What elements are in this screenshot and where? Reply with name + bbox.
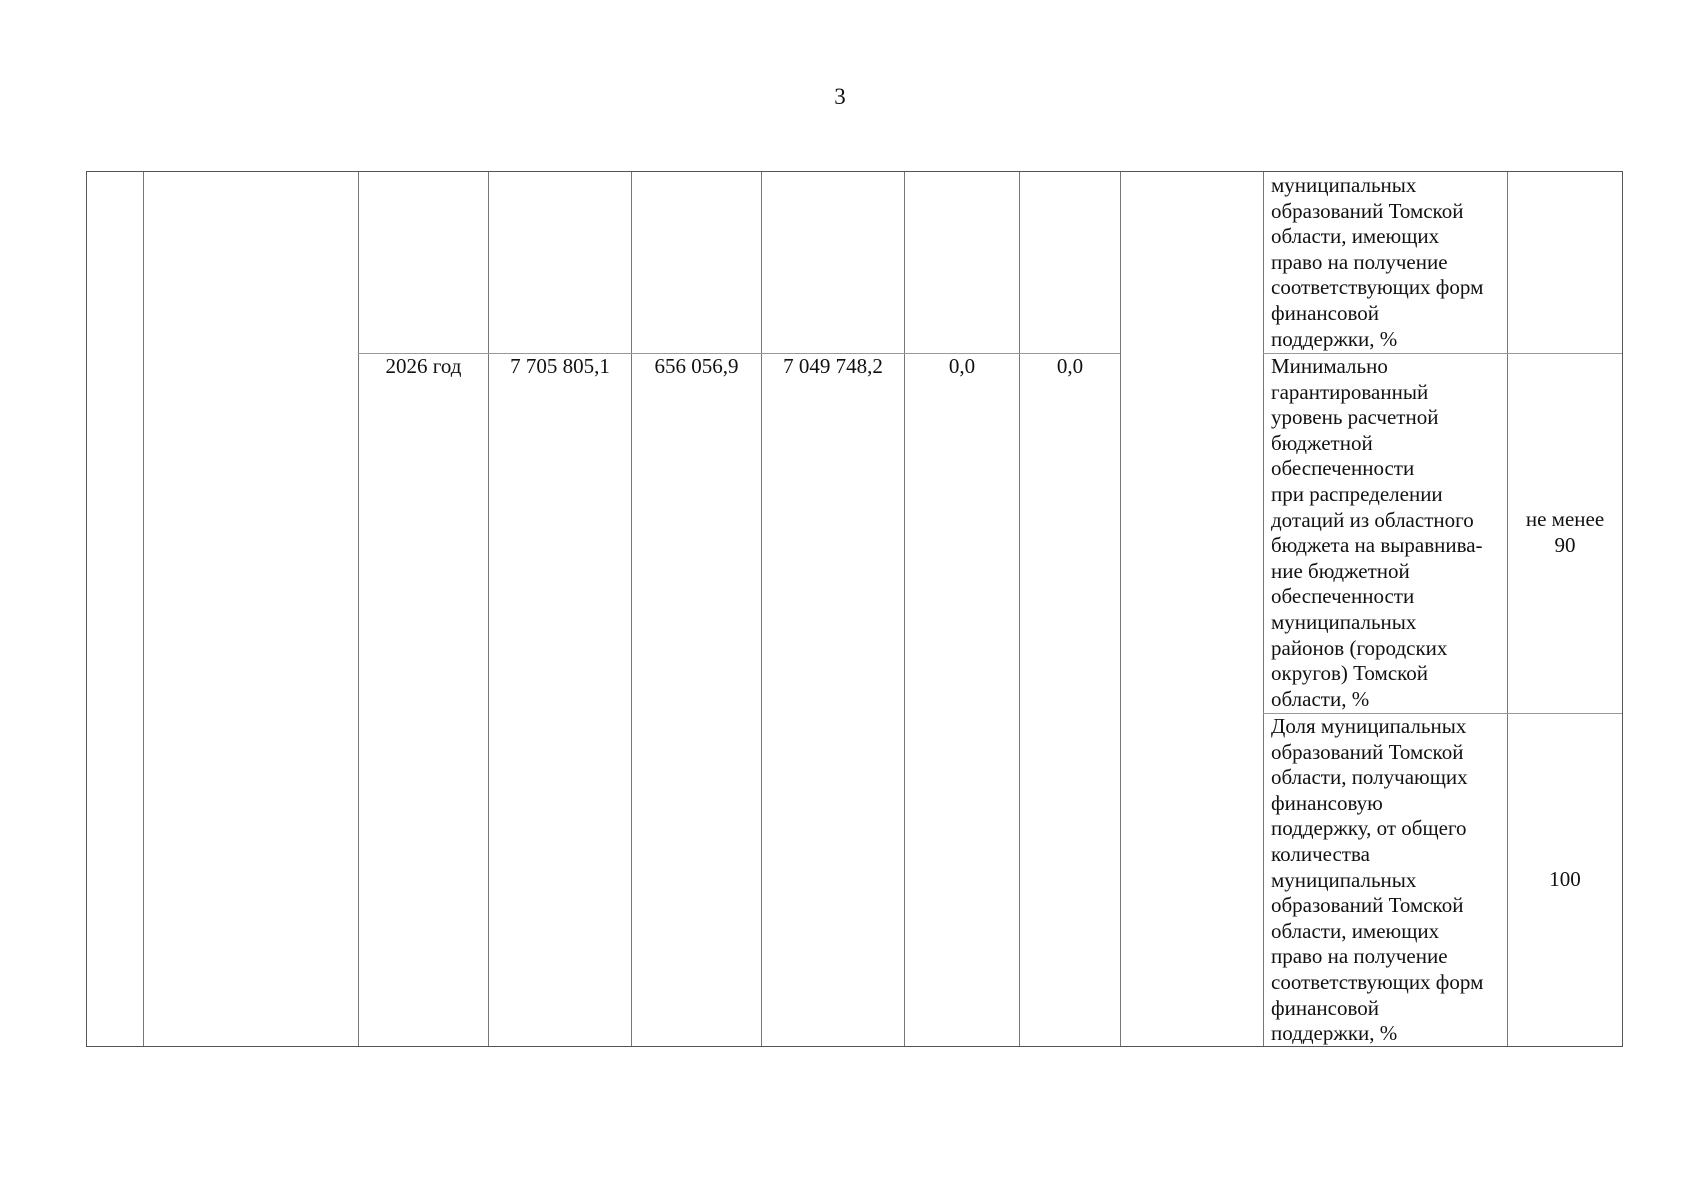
column-divider	[904, 172, 905, 1046]
column-divider	[761, 172, 762, 1046]
indicator-value: 100	[1549, 867, 1581, 891]
page-number: 3	[834, 84, 846, 109]
column-divider	[488, 172, 489, 1046]
indicator-text: Доля муниципальных образований Томской области, получающих финансовую поддержку, от общего количества муниципальных образований Томской области, имеющих право на получение соответствующих форм финансовой поддержки, %	[1271, 714, 1484, 1046]
column-divider	[1263, 172, 1264, 1046]
other-cell: 0,0	[1056, 354, 1084, 378]
federal-cell: 656 056,9	[654, 354, 739, 378]
regional-cell: 7 049 748,2	[783, 354, 883, 378]
local-cell: 0,0	[948, 354, 976, 378]
budget-table	[86, 171, 1623, 1047]
column-divider	[1019, 172, 1020, 1046]
year-cell: 2026 год	[385, 354, 462, 378]
column-divider	[631, 172, 632, 1046]
column-divider	[1120, 172, 1121, 1046]
column-divider	[143, 172, 144, 1046]
indicator-text: Минимально гарантированный уровень расчетной бюджетной обеспеченности при распределении дотаций из областного бюджета на выравнива- ние бюджетной обеспеченности муниципальных районов (городских округов) Томской области, %	[1271, 354, 1483, 711]
column-divider	[1507, 172, 1508, 1046]
column-divider	[358, 172, 359, 1046]
indicator-value: не менее 90	[1525, 507, 1605, 557]
total-cell: 7 705 805,1	[510, 354, 610, 378]
indicator-text: муниципальных образований Томской области, имеющих право на получение соответствующих форм финансовой поддержки, %	[1271, 173, 1484, 351]
